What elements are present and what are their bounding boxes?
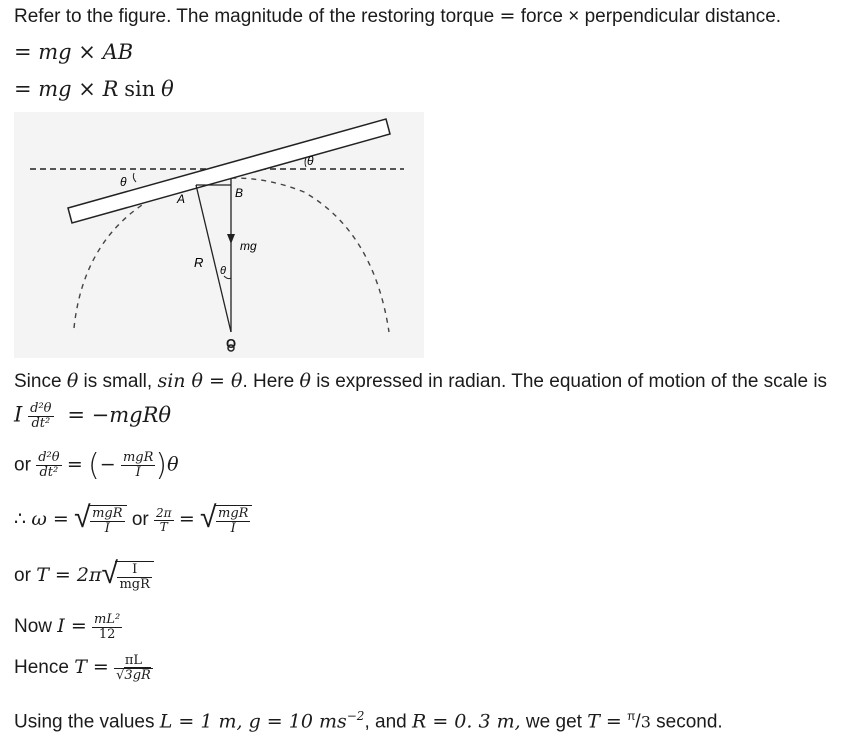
eq2-right-paren: ) — [155, 448, 168, 483]
eq2-den: dt² — [36, 465, 61, 480]
eq2-fraction — [36, 451, 61, 479]
eq2-inner-den: I — [121, 465, 155, 480]
eq3-fraction-2 — [154, 507, 174, 533]
eq2-equals: = — [66, 453, 83, 476]
since-theta-1: θ — [66, 370, 79, 392]
label-B: B — [235, 186, 244, 200]
eq3-therefore: ∴ — [14, 509, 27, 531]
eq5-now: Now — [14, 616, 53, 638]
eq6-fraction — [114, 654, 153, 682]
pendulum-scale-figure — [14, 112, 424, 358]
eq6-den: √3gR — [116, 667, 151, 683]
since-sin-eq: sin θ = θ — [157, 370, 243, 392]
equation-motion — [14, 402, 171, 430]
eq2-left-paren: ( — [88, 448, 100, 483]
eq4-den: mgR — [119, 576, 150, 592]
final-frac-den: 3 — [640, 712, 651, 732]
final-frac-num: π — [627, 709, 636, 723]
final-line: Using the values L = 1 m, g = 10 $ms^{-2}$, and R = 0. 3 m, we get T = $^\pi$/3 second. — [14, 709, 723, 733]
torque-mg-ab: = mg × AB — [14, 40, 134, 64]
eq2-num: d²θ — [38, 450, 60, 466]
final-text-1: Using the values — [14, 711, 160, 733]
eq1-num: d²θ — [30, 401, 52, 416]
final-values-lg: L = 1 m, g = 10 ms — [159, 710, 347, 733]
label-theta-center: θ — [220, 265, 226, 277]
equation-5 — [14, 613, 122, 641]
since-text-3: . Here — [242, 371, 300, 392]
label-mg: mg — [240, 239, 257, 253]
equation-3 — [14, 501, 252, 536]
eq3-den1: I — [90, 521, 124, 536]
final-text-3: we get — [520, 711, 588, 733]
label-A: A — [177, 192, 186, 206]
eq3-den3: I — [216, 521, 250, 536]
eq6-den-radicand: 3gR — [124, 667, 151, 683]
intro-line — [14, 5, 781, 28]
eq2-inner-num: mgR — [122, 450, 154, 466]
eq4-num: I — [132, 562, 138, 577]
eq2-theta: θ — [167, 453, 179, 476]
equation-4 — [14, 557, 154, 592]
eq1-I: I — [14, 402, 23, 427]
final-value-r: R = 0. 3 m, — [412, 710, 521, 733]
eq3-or: or — [131, 509, 149, 531]
label-theta-right: θ — [307, 154, 314, 168]
label-R: R — [194, 255, 204, 270]
eq2-minus: − — [99, 453, 116, 476]
since-text-4: is expressed in radian. The equation of motion of the scale is — [310, 371, 828, 392]
eq4-sqrt: √ $\frac{I}{\text{mgR}}$ — [101, 561, 153, 591]
since-text-2: is small, — [78, 371, 158, 392]
eq6-lhs: T = — [74, 656, 109, 679]
eq3-num3: mgR — [218, 506, 249, 521]
eq3-num2: 2π — [156, 506, 172, 521]
since-theta-2: θ — [299, 370, 311, 392]
eq6-hence: Hence — [14, 657, 69, 679]
torque-sin: sin — [124, 77, 156, 101]
eq5-fraction — [92, 613, 122, 641]
equation-6 — [14, 654, 153, 682]
eq3-omega: ω = — [31, 508, 69, 531]
torque-mg-rsin — [14, 77, 174, 102]
final-T: T = — [587, 710, 622, 733]
eq2-or: or — [14, 454, 31, 476]
eq1-fraction — [28, 402, 53, 430]
final-text-2: , and — [364, 711, 412, 733]
intro-rhs: force × perpendicular distance. — [520, 6, 782, 27]
final-exponent: −2 — [346, 709, 365, 723]
figure-background — [14, 112, 424, 358]
eq4-or: or — [14, 565, 31, 587]
eq3-sqrt-1: √ $\frac{\text{mgR}}{I}$ — [74, 505, 126, 535]
eq3-equals: = — [178, 508, 195, 531]
eq5-den: 12 — [92, 627, 122, 642]
torque-theta: θ — [161, 77, 174, 101]
since-text-1: Since — [14, 371, 67, 392]
intro-sentence: Refer to the figure. The magnitude of the restoring torque — [14, 6, 495, 27]
eq3-num1: mgR — [92, 506, 123, 521]
eq1-rhs: = −mgRθ — [67, 402, 172, 427]
eq5-num: mL² — [94, 612, 121, 627]
eq2-inner-fraction — [121, 451, 155, 479]
eq3-sqrt-2: √ $\frac{\text{mgR}}{I}$ — [200, 505, 252, 535]
label-theta-left: θ — [120, 175, 127, 189]
equation-2 — [14, 448, 179, 483]
torque-mg-r: = mg × R — [14, 77, 119, 101]
eq3-den2: T — [154, 520, 174, 534]
eq5-lhs: I = — [57, 615, 87, 638]
eq1-den: dt² — [28, 416, 53, 431]
eq4-lhs: T = 2π — [36, 564, 102, 587]
final-text-4: second. — [650, 711, 723, 733]
intro-equals: = — [499, 5, 516, 27]
label-O: O — [226, 336, 237, 351]
eq6-num: πL — [124, 653, 143, 668]
since-line — [14, 370, 827, 393]
